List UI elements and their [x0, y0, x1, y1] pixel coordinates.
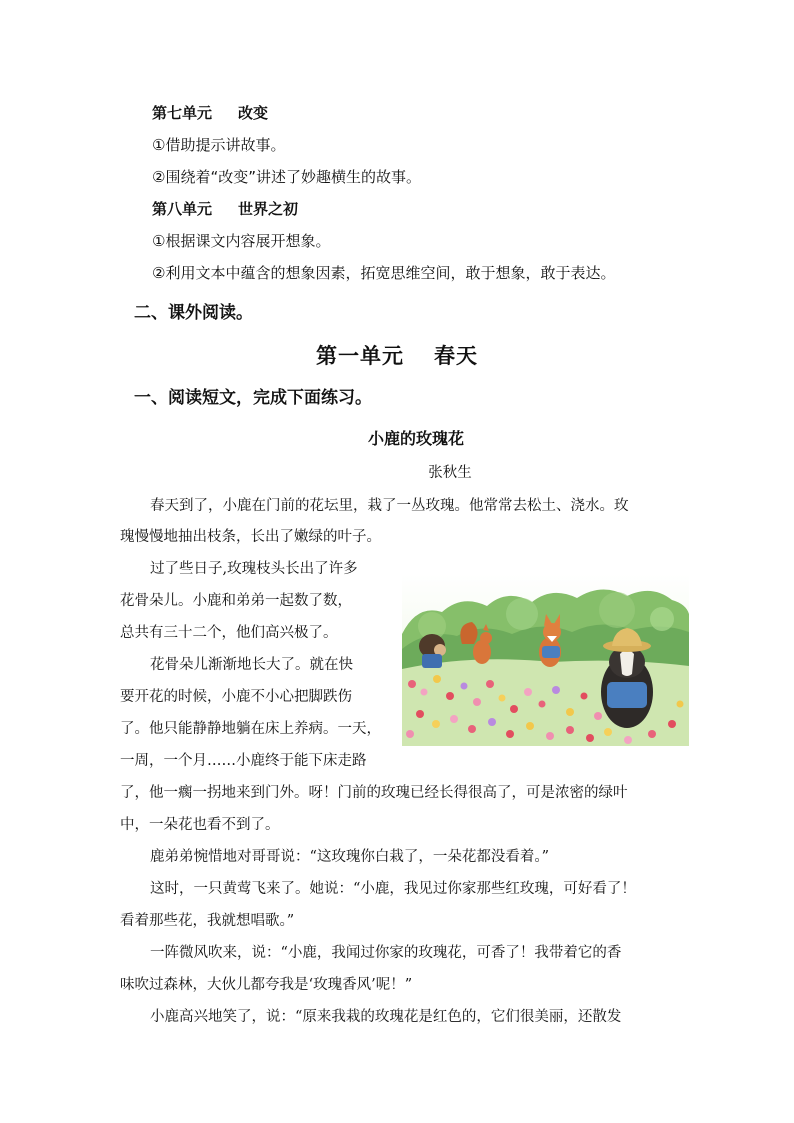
- story-line: 要开花的时候，小鹿不小心把脚跌伤: [120, 689, 352, 705]
- story-line: 瑰慢慢地抽出枝条，长出了嫩绿的叶子。: [120, 529, 381, 545]
- story-line: 鹿弟弟惋惜地对哥哥说：“这玫瑰你白栽了，一朵花都没看着。”: [150, 849, 550, 865]
- unit-heading: 第一单元 春天: [316, 344, 478, 368]
- story-line: 看着那些花，我就想唱歌。”: [120, 913, 295, 929]
- illustration-svg: [402, 574, 689, 746]
- story-line: 总共有三十二个，他们高兴极了。: [120, 625, 338, 641]
- story-line: 春天到了，小鹿在门前的花坛里，栽了一丛玫瑰。他常常去松土、浇水。玫: [150, 498, 629, 514]
- section-heading: 二、课外阅读。: [134, 303, 253, 323]
- story-line: 这时，一只黄莺飞来了。她说：“小鹿，我见过你家那些红玫瑰，可好看了！: [150, 881, 636, 897]
- story-line: 过了些日子,玫瑰枝头长出了许多: [150, 561, 358, 577]
- unit8-point-2: ②利用文本中蕴含的想象因素，拓宽思维空间，敢于想象，敢于表达。: [152, 264, 616, 282]
- story-title: 小鹿的玫瑰花: [367, 429, 464, 448]
- unit7-point-2: ②围绕着“改变”讲述了妙趣横生的故事。: [152, 168, 421, 186]
- story-line: 花骨朵儿。小鹿和弟弟一起数了数，: [120, 593, 352, 609]
- unit7-title: 第七单元 改变: [152, 104, 269, 122]
- forest-flower-field-illustration: [402, 574, 689, 746]
- story-line: 一周，一个月……小鹿终于能下床走路: [120, 753, 367, 769]
- story-line: 小鹿高兴地笑了，说：“原来我栽的玫瑰花是红色的，它们很美丽，还散发: [150, 1009, 622, 1025]
- unit7-point-1: ①借助提示讲故事。: [152, 136, 286, 154]
- story-line: 了，他一瘸一拐地来到门外。呀！门前的玫瑰已经长得很高了，可是浓密的绿叶: [120, 785, 628, 801]
- story-line: 一阵微风吹来，说：“小鹿，我闻过你家的玫瑰花，可香了！我带着它的香: [150, 945, 622, 961]
- unit8-point-1: ①根据课文内容展开想象。: [152, 232, 331, 250]
- exercise-heading: 一、阅读短文，完成下面练习。: [134, 388, 372, 408]
- story-line: 花骨朵儿渐渐地长大了。就在快: [150, 657, 353, 673]
- story-author: 张秋生: [428, 465, 472, 481]
- unit8-title: 第八单元 世界之初: [152, 200, 299, 218]
- story-line: 了。他只能静静地躺在床上养病。一天，: [120, 721, 381, 737]
- story-line: 味吹过森林，大伙儿都夸我是‘玫瑰香风’呢！”: [120, 977, 413, 993]
- story-line: 中，一朵花也看不到了。: [120, 817, 280, 833]
